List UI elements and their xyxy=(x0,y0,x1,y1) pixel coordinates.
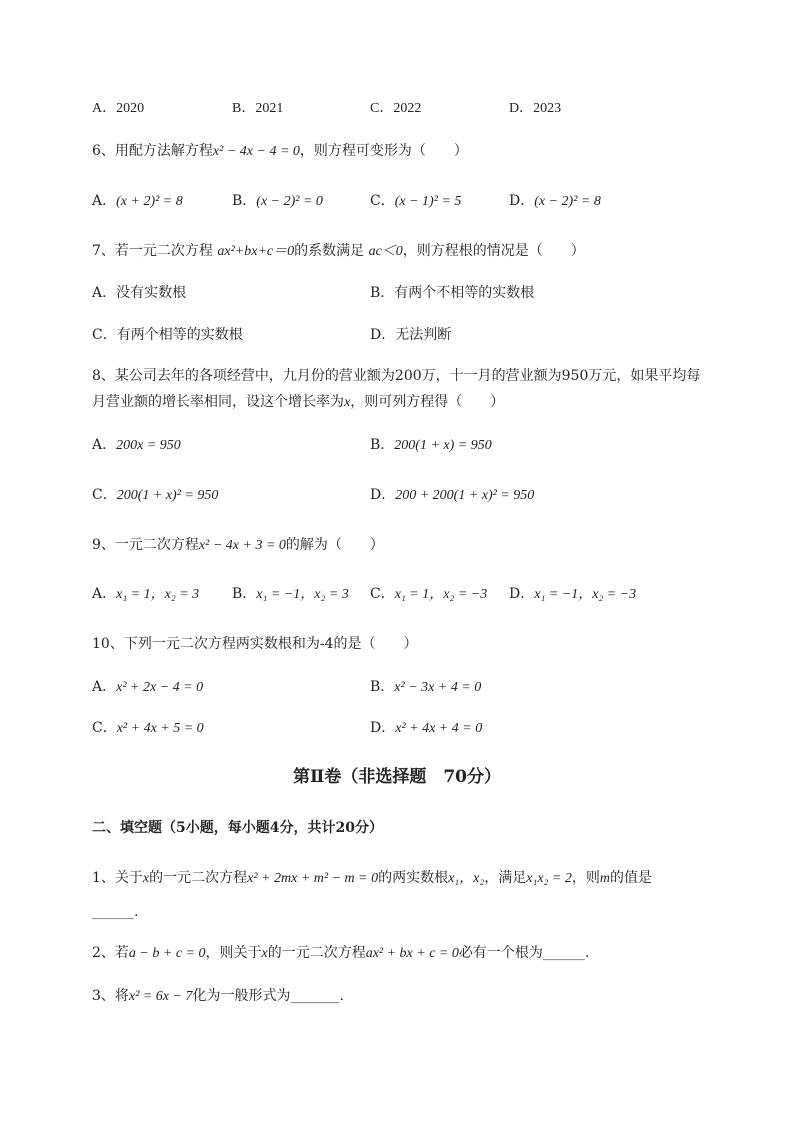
q9-prefix: 9、一元二次方程 xyxy=(92,537,199,553)
q9-suffix: 的解为（ ） xyxy=(285,537,384,553)
q10-option-c[interactable] xyxy=(92,718,204,739)
f2-answer-blank[interactable]: ______. xyxy=(542,945,590,961)
f2-cond: a − b + c = 0 xyxy=(128,946,206,961)
f1-stem xyxy=(92,868,652,889)
q9-option-b-expr: x₁ = −1，x₂ = 3 xyxy=(256,587,349,602)
q9-option-c-letter: C． xyxy=(370,586,395,602)
q10-option-a-letter: A． xyxy=(92,679,117,695)
q8-option-a-expr: 200x = 950 xyxy=(116,438,181,453)
q6-option-b-letter: B． xyxy=(232,193,257,209)
q8-option-c[interactable] xyxy=(92,485,218,506)
f1-answer-blank[interactable]: ______. xyxy=(92,904,139,920)
f1-p4: ，满足 xyxy=(484,870,527,886)
f1-p1: 1、关于 xyxy=(92,870,143,886)
f1-p6: 的值是 xyxy=(610,870,652,886)
q6-stem xyxy=(92,141,468,162)
q7-option-b[interactable]: B．有两个不相等的实数根 xyxy=(370,285,535,301)
q6-option-a-letter: A． xyxy=(92,193,117,209)
q10-option-c-expr: x² + 4x + 5 = 0 xyxy=(116,721,204,736)
q8-option-c-letter: C． xyxy=(92,487,117,503)
q6-prefix: 6、用配方法解方程 xyxy=(92,143,213,159)
q8-option-b-expr: 200(1 + x) = 950 xyxy=(394,438,492,453)
q6-option-c-letter: C． xyxy=(370,193,395,209)
f1-var: x xyxy=(142,871,150,886)
q10-option-d[interactable] xyxy=(370,718,482,739)
f2-stem xyxy=(92,943,589,964)
q6-option-c[interactable] xyxy=(370,191,461,212)
q10-option-a[interactable] xyxy=(92,677,203,698)
q7-stem xyxy=(92,241,585,262)
q9-option-a-letter: A． xyxy=(92,586,117,602)
q9-option-d-expr: x₁ = −1，x₂ = −3 xyxy=(534,587,637,602)
q8-option-a-letter: A． xyxy=(92,437,117,453)
q7-prefix: 7、若一元二次方程 xyxy=(92,243,213,259)
q7-option-d[interactable]: D．无法判断 xyxy=(370,327,452,343)
q9-stem xyxy=(92,535,384,556)
f3-equation: x² = 6x − 7 xyxy=(128,989,193,1004)
q6-suffix: ，则方程可变形为（ ） xyxy=(299,143,468,159)
f1-p3: 的两实数根 xyxy=(378,870,449,886)
q5-option-b[interactable]: B．2021 xyxy=(232,101,284,116)
q10-option-d-letter: D． xyxy=(370,720,396,736)
q8-option-d[interactable] xyxy=(370,485,534,506)
q8-stem-line1: 8、某公司去年的各项经营中，九月份的营业额为200万，十一月的营业额为950万元，如果平均每 xyxy=(92,368,701,384)
q5-option-d[interactable]: D．2023 xyxy=(509,101,562,116)
q9-option-d[interactable] xyxy=(509,584,636,605)
q6-option-c-expr: (x − 1)² = 5 xyxy=(394,194,462,209)
q6-option-d-letter: D． xyxy=(509,193,535,209)
q7-option-a[interactable]: A．没有实数根 xyxy=(92,285,187,301)
part-title: 二、填空题（5小题，每小题4分，共计20分） xyxy=(92,820,383,836)
q10-option-b[interactable] xyxy=(370,677,481,698)
q10-stem: 10、下列一元二次方程两实数根和为-4的是（ ） xyxy=(92,636,418,652)
q9-option-c-expr: x₁ = 1，x₂ = −3 xyxy=(394,587,488,602)
q6-option-b-expr: (x − 2)² = 0 xyxy=(256,194,323,209)
q8-option-a[interactable] xyxy=(92,435,181,456)
section-title: 第Ⅱ卷（非选择题 70分） xyxy=(293,767,501,787)
q9-option-a[interactable] xyxy=(92,584,199,605)
q5-option-c[interactable]: C．2022 xyxy=(370,101,422,116)
q8-option-d-expr: 200 + 200(1 + x)² = 950 xyxy=(395,488,535,503)
f3-p2: 化为一般形式为 xyxy=(192,988,291,1004)
f3-answer-blank[interactable]: _______. xyxy=(290,988,344,1004)
f3-p1: 3、将 xyxy=(92,988,129,1004)
q9-equation: x² − 4x + 3 = 0 xyxy=(198,538,286,553)
q8-option-b[interactable] xyxy=(370,435,492,456)
f2-p3: 的一元二次方程 xyxy=(267,945,366,961)
q7-condition: ac＜0 xyxy=(368,244,403,259)
q8-option-d-letter: D． xyxy=(370,487,396,503)
f2-p2: ，则关于 xyxy=(205,945,262,961)
f2-p4: 必有一个根为 xyxy=(458,945,543,961)
q8-line2-var: x xyxy=(344,395,351,410)
q8-option-b-letter: B． xyxy=(370,437,395,453)
q6-equation: x² − 4x − 4 = 0 xyxy=(212,144,300,159)
q5-option-a[interactable]: A．2020 xyxy=(92,101,145,116)
q10-option-c-letter: C． xyxy=(92,720,117,736)
q7-option-c[interactable]: C．有两个相等的实数根 xyxy=(92,327,243,343)
q9-option-a-expr: x₁ = 1，x₂ = 3 xyxy=(116,587,200,602)
q6-option-b[interactable] xyxy=(232,191,323,212)
q7-middle: 的系数满足 xyxy=(294,243,365,259)
q8-line2-prefix: 月营业额的增长率相同，设这个增长率为 xyxy=(92,394,344,410)
f1-p2: 的一元二次方程 xyxy=(149,870,248,886)
q9-option-d-letter: D． xyxy=(509,586,535,602)
q8-option-c-expr: 200(1 + x)² = 950 xyxy=(116,488,219,503)
q6-option-a[interactable] xyxy=(92,191,183,212)
q6-option-a-expr: (x + 2)² = 8 xyxy=(116,194,183,209)
q10-option-a-expr: x² + 2x − 4 = 0 xyxy=(116,680,204,695)
f2-equation: ax² + bx + c = 0 xyxy=(365,946,459,961)
q6-option-d[interactable] xyxy=(509,191,601,212)
q7-suffix: ，则方程根的情况是（ ） xyxy=(402,243,585,259)
q9-option-c[interactable] xyxy=(370,584,487,605)
q10-option-d-expr: x² + 4x + 4 = 0 xyxy=(395,721,483,736)
q9-option-b[interactable] xyxy=(232,584,349,605)
q7-equation: ax²+bx+c＝0 xyxy=(217,244,295,259)
q10-option-b-letter: B． xyxy=(370,679,395,695)
f1-equation: x² + 2mx + m² − m = 0 xyxy=(247,871,379,886)
f1-roots: x₁，x₂ xyxy=(448,871,485,886)
q6-option-d-expr: (x − 2)² = 8 xyxy=(534,194,601,209)
f3-stem xyxy=(92,986,344,1007)
q8-line2-suffix: ，则可列方程得（ ） xyxy=(350,394,505,410)
f1-cond: x₁x₂ = 2 xyxy=(526,871,572,886)
q8-stem-line2 xyxy=(92,392,504,413)
f2-var: x xyxy=(261,946,268,961)
f1-p5: ，则 xyxy=(571,870,600,886)
q9-option-b-letter: B． xyxy=(232,586,257,602)
f2-p1: 2、若 xyxy=(92,945,129,961)
q10-option-b-expr: x² − 3x + 4 = 0 xyxy=(394,680,482,695)
f1-var2: m xyxy=(599,871,610,886)
